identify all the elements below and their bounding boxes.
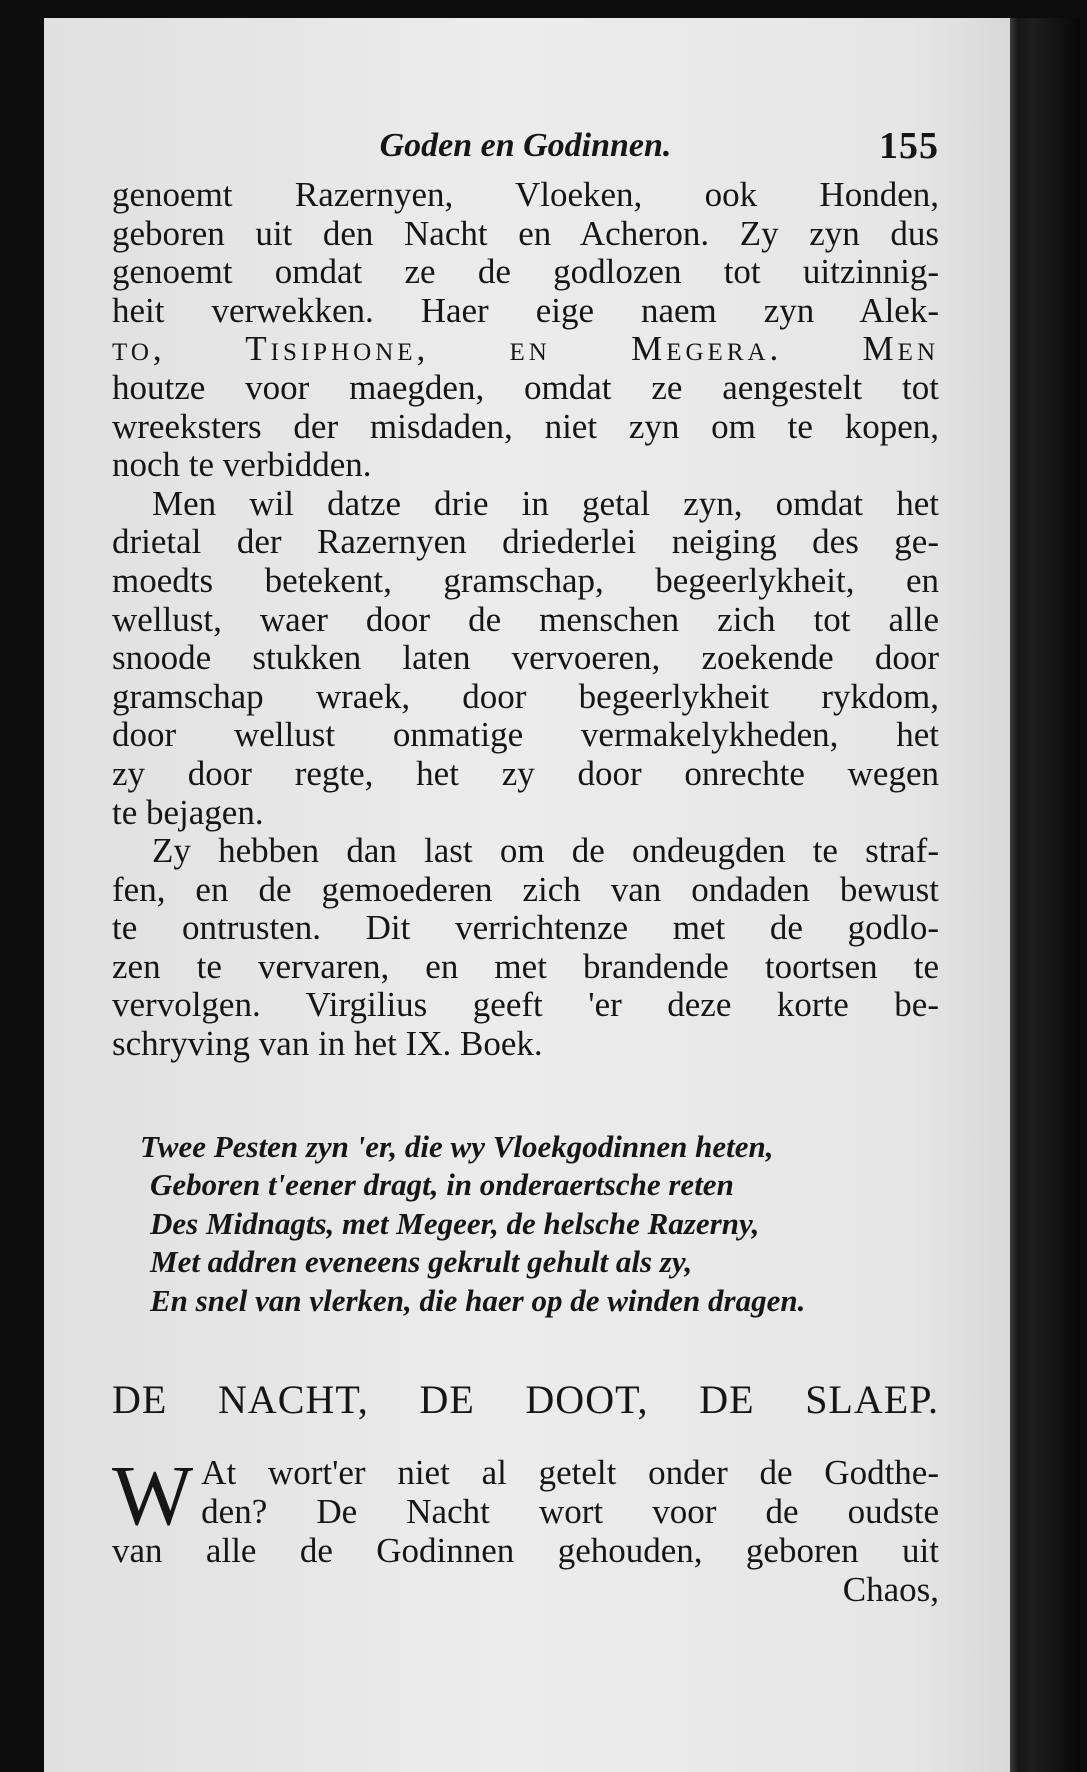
text-line: snoode stukken laten vervoeren, zoekende door [112,638,939,678]
verse-line: Twee Pesten zyn 'er, die wy Vloekgodinnen heten, [140,1128,774,1164]
text-line: genoemt omdat ze de godlozen tot uitzinnig- [112,252,939,292]
text-line: drietal der Razernyen driederlei neiging des ge- [112,522,939,562]
paragraph-3 [112,832,939,1064]
text-line: moedts betekent, gramschap, begeerlykheit, en [112,560,939,600]
paragraph-2 [112,485,939,832]
verse-line: Des Midnagts, met Megeer, de helsche Razerny, [150,1205,760,1241]
catchword: Chaos, [842,1570,939,1610]
text-line: schryving van in het IX. Boek. [112,1024,543,1064]
section-heading: DE NACHT, DE DOOT, DE SLAEP. [112,1377,939,1423]
text-line: zen te vervaren, en met brandende toortsen te [112,946,939,986]
text-line: fen, en de gemoederen zich van ondaden bewust [112,869,939,909]
text-line: geboren uit den Nacht en Acheron. Zy zyn dus [112,213,939,253]
paragraph-1 [112,176,939,485]
text-line: heit verwekken. Haer eige naem zyn Alek- [112,290,939,330]
verse-line: En snel van vlerken, die haer op de winden dragen. [150,1282,806,1318]
text-line-names: to, Tisiphone, en Megera. Men [112,329,939,369]
text-line: van alle de Godinnen gehouden, geboren uit [112,1531,939,1571]
text-line: gramschap wraek, door begeerlykheit rykdom, [112,676,939,716]
text-line: wellust, waer door de menschen zich tot alle [112,599,939,639]
text-line: wreeksters der misdaden, niet zyn om te kopen, [112,406,939,446]
drop-cap: W [112,1447,194,1544]
text-line: At wort'er niet al getelt onder de Godthe- [201,1453,939,1493]
page-number: 155 [879,125,939,167]
text-line: Zy hebben dan last om de ondeugden te straf- [152,831,939,871]
opening-paragraph [112,1447,939,1610]
text-line: Men wil datze drie in getal zyn, omdat het [152,483,939,523]
text-line: houtze voor maegden, omdat ze aengestelt tot [112,367,939,407]
text-line: noch te verbidden. [112,445,372,485]
book-fore-edge [1010,18,1080,1772]
text-line: genoemt Razernyen, Vloeken, ook Honden, [112,175,939,214]
text-line: den? De Nacht wort voor de oudste [201,1492,939,1532]
text-line: te ontrusten. Dit verrichtenze met de godlo- [112,908,939,948]
running-head [112,116,939,176]
verse-quotation [112,1128,939,1321]
verse-line: Geboren t'eener dragt, in onderaertsche reten [150,1167,734,1203]
running-head-title: Goden en Godinnen. [379,127,672,164]
book-page [44,18,1060,1772]
text-line: door wellust onmatige vermakelykheden, het [112,715,939,755]
text-line: vervolgen. Virgilius geeft 'er deze korte be- [112,985,939,1025]
verse-line: Met addren eveneens gekrult gehult als zy, [150,1244,693,1280]
text-line: zy door regte, het zy door onrechte wegen [112,753,939,793]
text-line: te bejagen. [112,792,264,832]
text-block [112,116,939,1609]
